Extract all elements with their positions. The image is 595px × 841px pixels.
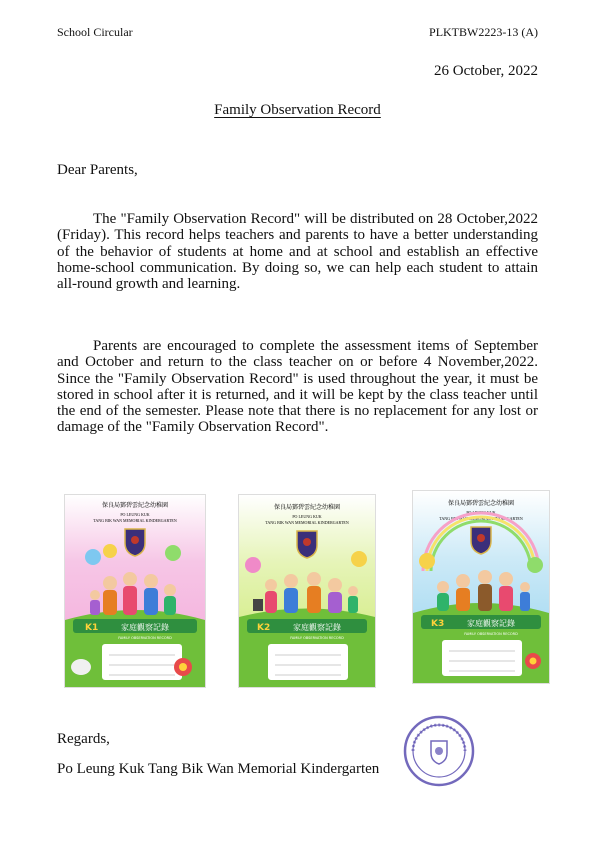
balloon-icon <box>85 549 101 565</box>
name-label-box <box>267 643 349 681</box>
cover-level-k1: K1 <box>85 623 99 633</box>
cover-record-cn: 家庭觀察記錄 <box>293 623 341 632</box>
balloon-icon <box>165 545 181 561</box>
balloon-icon <box>103 544 117 558</box>
paragraph-instructions: Parents are encouraged to complete the assessment items of September and October and return to the class teacher on or before 4 November,2022. Since the "Family Observation Record" is used throughout the year, it must be stored in school after it is returned, and it will be kept by the class teacher until the end of the semester. Please note that there is no replacement for any lost or damage of the "Family Observation Record". <box>57 338 538 436</box>
cover-level-k2: K2 <box>257 623 271 633</box>
balloon-icon <box>245 557 261 573</box>
salutation: Dear Parents, <box>57 162 138 178</box>
school-crest-icon <box>471 527 491 554</box>
school-crest-icon <box>125 529 145 556</box>
cover-record-cn: 家庭觀察記錄 <box>467 619 515 628</box>
cover-record-en: FAMILY OBSERVATION RECORD <box>290 636 344 640</box>
record-cover-k3 <box>412 490 550 684</box>
title-text: Family Observation Record <box>214 102 381 118</box>
school-crest-icon <box>297 531 317 558</box>
cover-record-cn: 家庭觀察記錄 <box>121 623 169 632</box>
closing-regards: Regards, <box>57 731 110 747</box>
signatory-school-name: Po Leung Kuk Tang Bik Wan Memorial Kindergarten <box>57 761 380 777</box>
cover-school-cn: 保良局鄧碧雲紀念幼稚園 <box>273 504 341 511</box>
balloon-icon <box>419 553 435 569</box>
name-label-box <box>441 639 523 677</box>
name-label-box <box>101 643 183 681</box>
cover-school-en-1: PO LEUNG KUK <box>466 510 496 515</box>
balloon-icon <box>527 557 543 573</box>
cover-school-en-2: TANG BIK WAN MEMORIAL KINDERGARTEN <box>439 516 523 521</box>
school-seal-icon <box>403 715 475 787</box>
cover-school-en-1: PO LEUNG KUK <box>292 514 322 519</box>
paragraph-distribution: The "Family Observation Record" will be distributed on 28 October,2022 (Friday). This record helps teachers and parents to have a better understanding of the behavior of students at home and at school and establish an effective home-school communication. By doing so, we can help each student to attain all-round growth and learning. <box>57 211 538 293</box>
circular-date: 26 October, 2022 <box>434 63 538 79</box>
balloon-icon <box>351 551 367 567</box>
cover-record-en: FAMILY OBSERVATION RECORD <box>118 636 172 640</box>
cover-school-en-1: PO LEUNG KUK <box>120 512 150 517</box>
cover-school-en-2: TANG BIK WAN MEMORIAL KINDERGARTEN <box>93 518 177 523</box>
cover-school-en-2: TANG BIK WAN MEMORIAL KINDERGARTEN <box>265 520 349 525</box>
grill-icon <box>253 599 263 611</box>
record-cover-k1 <box>64 494 206 688</box>
circular-label: School Circular <box>57 25 133 39</box>
cover-level-k3: K3 <box>431 619 445 629</box>
document-title <box>0 102 595 119</box>
sheep-icon <box>71 659 91 675</box>
cover-school-cn: 保良局鄧碧雲紀念幼稚園 <box>101 502 169 509</box>
reference-number: PLKTBW2223-13 (A) <box>429 25 538 39</box>
cover-school-cn: 保良局鄧碧雲紀念幼稚園 <box>447 500 515 507</box>
cover-record-en: FAMILY OBSERVATION RECORD <box>464 632 518 636</box>
record-cover-k2 <box>238 494 376 688</box>
